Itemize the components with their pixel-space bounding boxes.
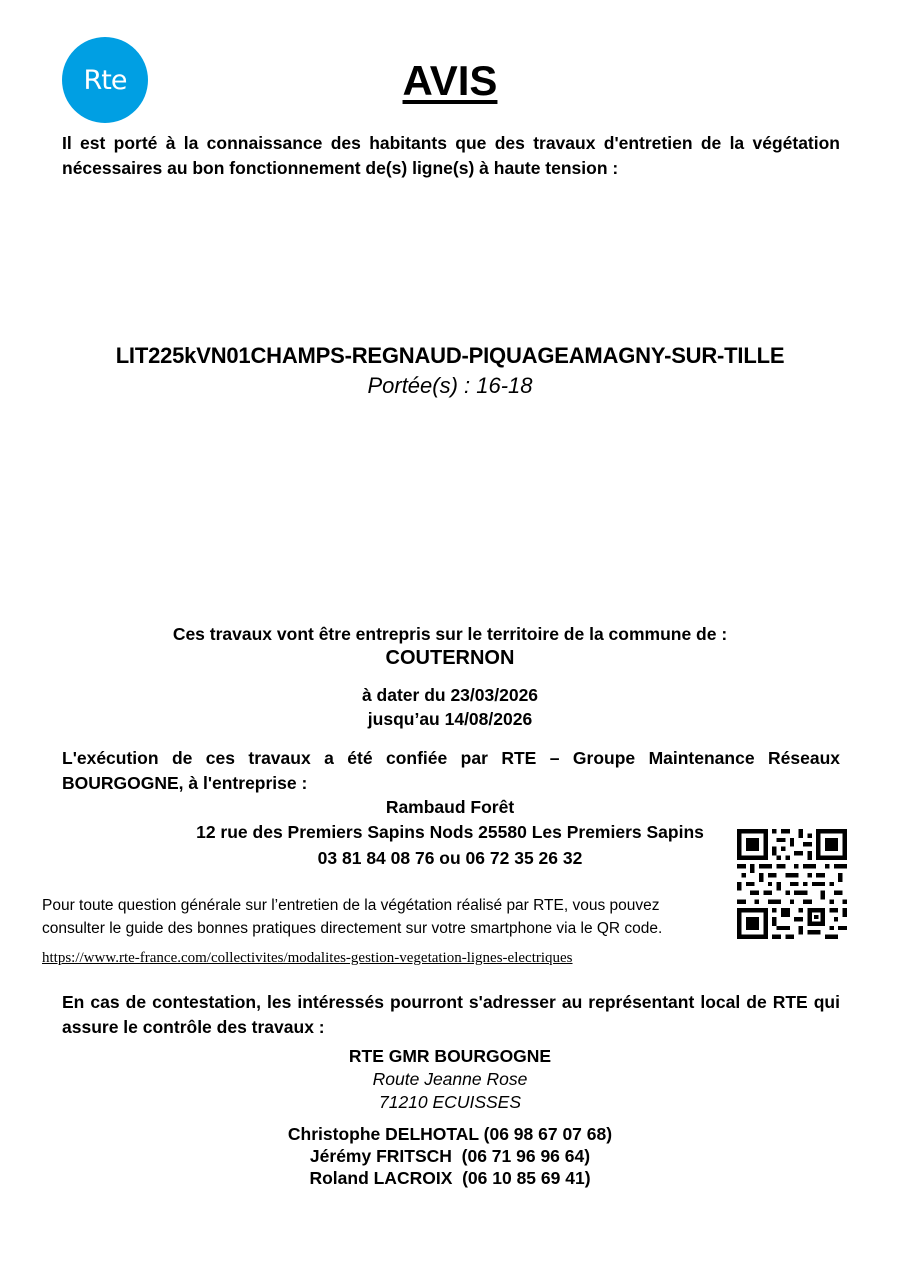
date-from: à dater du 23/03/2026 bbox=[361, 685, 539, 705]
rte-local-name: RTE GMR BOURGOGNE bbox=[348, 1046, 552, 1066]
guide-link[interactable]: https://www.rte-france.com/collectivites/modalites-gestion-vegetation-lignes-electriques bbox=[42, 950, 573, 966]
rte-local-street: Route Jeanne Rose bbox=[372, 1069, 528, 1089]
guide-line-1: Pour toute question générale sur l’entretien de la végétation réalisé par RTE, vous pouvez bbox=[42, 897, 660, 914]
contact-1: Christophe DELHOTAL (06 98 67 07 68) bbox=[287, 1124, 613, 1144]
line-spans: Portée(s) : 16-18 bbox=[367, 373, 533, 398]
contestation-paragraph: En cas de contestation, les intéressés pourront s'adresser au représentant local de RTE qui assure le contrôle des travaux : bbox=[62, 992, 840, 1037]
line-name: LIT225kVN01CHAMPS-REGNAUD-PIQUAGEAMAGNY-SUR-TILLE bbox=[115, 343, 785, 368]
date-until: jusqu’au 14/08/2026 bbox=[367, 709, 533, 729]
guide-line-2: consulter le guide des bonnes pratiques directement sur votre smartphone via le QR code. bbox=[42, 920, 663, 937]
page-title: AVIS bbox=[402, 57, 498, 104]
contractor-address: 12 rue des Premiers Sapins Nods 25580 Les Premiers Sapins bbox=[196, 822, 704, 842]
commune-name: COUTERNON bbox=[385, 647, 515, 669]
contractor-phones: 03 81 84 08 76 ou 06 72 35 26 32 bbox=[317, 848, 583, 868]
commune-intro: Ces travaux vont être entrepris sur le territoire de la commune de : bbox=[172, 624, 728, 644]
qr-code-icon bbox=[737, 829, 847, 939]
rte-logo-text: Rte bbox=[83, 64, 127, 96]
rte-local-city: 71210 ECUISSES bbox=[378, 1092, 522, 1112]
contractor-name: Rambaud Forêt bbox=[385, 797, 515, 817]
intro-paragraph: Il est porté à la connaissance des habitants que des travaux d'entretien de la végétation nécessaires au bon fonctionnement de(s) ligne(s) à haute tension : bbox=[62, 133, 840, 178]
contact-3: Roland LACROIX (06 10 85 69 41) bbox=[309, 1168, 591, 1188]
execution-paragraph: L'exécution de ces travaux a été confiée par RTE – Groupe Maintenance Réseaux BOURGOGNE, à l'entreprise : bbox=[62, 748, 840, 793]
contact-2: Jérémy FRITSCH (06 71 96 96 64) bbox=[309, 1146, 591, 1166]
